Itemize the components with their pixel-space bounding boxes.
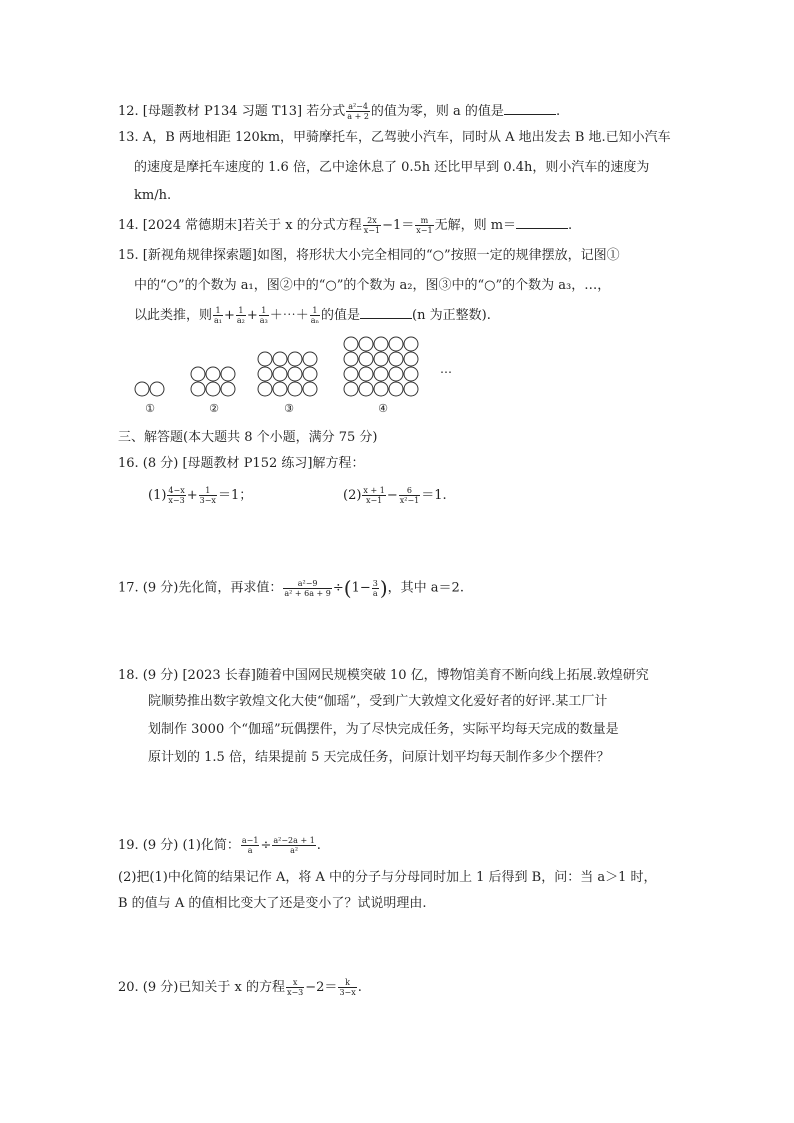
figure-4-circle bbox=[344, 352, 358, 366]
question-20: 20. (9 分)已知关于 x 的方程 $\frac{x}{x-3}$ −2＝ $\frac{k}{3-x}$ . bbox=[118, 978, 362, 997]
figure-3-circle bbox=[273, 367, 287, 381]
figure-1-circle bbox=[135, 382, 149, 396]
figure-4-circle bbox=[389, 352, 403, 366]
figure-4-circle bbox=[344, 337, 358, 351]
figure-3-circle bbox=[258, 367, 272, 381]
figure-4-circle bbox=[374, 337, 388, 351]
q18-line2: 院顺势推出数字敦煌文化大使“伽瑶”，受到广大敦煌文化爱好者的好评.某工厂计 bbox=[148, 694, 608, 709]
q12-text-post: 的值为零，则 a 的值是 bbox=[370, 104, 504, 119]
figure-3-circle bbox=[303, 367, 317, 381]
figure-4-circle bbox=[374, 382, 388, 396]
figure-1-circle bbox=[150, 382, 164, 396]
q16-part1: (1) $\frac{4-x}{x-3}$ + $\frac{1}{3-x}$ ＝1； bbox=[148, 486, 253, 505]
q13-line1: 13. A，B 两地相距 120km，甲骑摩托车，乙驾驶小汽车，同时从 A 地出发去 B 地.已知小汽车 bbox=[118, 130, 671, 145]
q12-fraction: $\frac{\text{a²−4}}{a + 2}$ bbox=[347, 102, 369, 121]
figure-2-circle bbox=[206, 382, 220, 396]
q12-text: 12. [母题教材 P134 习题 T13] 若分式 bbox=[118, 104, 346, 119]
figure-3-circle bbox=[258, 352, 272, 366]
figure-2-circle bbox=[221, 367, 235, 381]
figure-4-circle bbox=[344, 367, 358, 381]
q18-line1: 18. (9 分) [2023 长春]随着中国网民规模突破 10 亿，博物馆美育不断向线上拓展.敦煌研究 bbox=[118, 668, 649, 683]
figure-4-circle bbox=[359, 352, 373, 366]
q15-circle-pattern-figure bbox=[0, 0, 794, 420]
figure-4-circle bbox=[374, 352, 388, 366]
figure-3-circle bbox=[258, 382, 272, 396]
figure-4-circle bbox=[359, 382, 373, 396]
figure-4-circle bbox=[359, 367, 373, 381]
figure-label-4: ④ bbox=[378, 402, 388, 415]
q13-line2: 的速度是摩托车速度的 1.6 倍，乙中途休息了 0.5h 还比甲早到 0.4h，则小汽车的速度为 bbox=[134, 160, 650, 175]
figure-4-circle bbox=[404, 352, 418, 366]
q14-fraction-2: $\frac{m}{x-1}$ bbox=[416, 216, 433, 235]
q18-line4: 原计划的 1.5 倍，结果提前 5 天完成任务，问原计划平均每天制作多少个摆件？ bbox=[148, 750, 610, 765]
figure-2-circle bbox=[191, 367, 205, 381]
figure-2-circle bbox=[221, 382, 235, 396]
figure-3-circle bbox=[303, 352, 317, 366]
figure-3-circle bbox=[273, 352, 287, 366]
q15-line1: 15. [新视角规律探索题]如图，将形状大小完全相同的“○”按照一定的规律摆放，记图① bbox=[118, 248, 620, 263]
figure-3-circle bbox=[273, 382, 287, 396]
figure-label-3: ③ bbox=[284, 402, 294, 415]
figure-label-2: ② bbox=[209, 402, 219, 415]
figure-3-circle bbox=[303, 382, 317, 396]
question-14: 14. [2024 常德期末]若关于 x 的分式方程 $\frac{2x}{x-1}$ −1＝ $\frac{m}{x-1}$ 无解，则 m＝ . bbox=[118, 216, 573, 235]
figure-4-circle bbox=[389, 367, 403, 381]
q16-part2: (2) $\frac{x + 1}{x-1}$ − $\frac{6}{\text{x²−1}}$ ＝1. bbox=[343, 486, 447, 505]
q19-line3: B 的值与 A 的值相比变大了还是变小了？试说明理由. bbox=[118, 896, 427, 911]
figure-4-circle bbox=[374, 367, 388, 381]
figure-label-1: ① bbox=[145, 402, 155, 415]
figure-ellipsis: … bbox=[440, 362, 452, 376]
q14-fraction-1: $\frac{2x}{x-1}$ bbox=[363, 216, 381, 235]
q19-part1: 19. (9 分) (1)化简： $\frac{a-1}{a}$ ÷ $\frac{\text{a²−2a + 1}}{\text{a²}}$ . bbox=[118, 836, 321, 855]
q18-line3: 划制作 3000 个“伽瑶”玩偶摆件，为了尽快完成任务，实际平均每天完成的数量是 bbox=[148, 722, 619, 737]
figure-4-circle bbox=[359, 337, 373, 351]
q15-line3: 以此类推，则 $\frac{1}{\text{a₁}}$ + $\frac{1}{\text{a₂}}$ + $\frac{1}{\text{a₃}}$ ＋⋯＋ $\frac{1}{\text{aₙ}}$ 的值是 (n 为正整数). bbox=[134, 306, 491, 325]
figure-4-circle bbox=[389, 382, 403, 396]
q19-line2: (2)把(1)中化简的结果记作 A，将 A 中的分子与分母同时加上 1 后得到 B，问：当 a＞1 时， bbox=[118, 870, 657, 885]
figure-3-circle bbox=[288, 382, 302, 396]
figure-4-circle bbox=[344, 382, 358, 396]
question-17: 17. (9 分)先化简，再求值： $\frac{\text{a²−9}}{\text{a² + 6a + 9}}$ ÷(1− $\frac{3}{a}$ )，其中 a＝2. bbox=[118, 576, 464, 600]
figure-3-circle bbox=[288, 352, 302, 366]
section-3-heading: 三、解答题(本大题共 8 个小题，满分 75 分) bbox=[118, 430, 378, 445]
figure-4-circle bbox=[389, 337, 403, 351]
q13-line3: km/h. bbox=[134, 188, 172, 203]
q16-heading: 16. (8 分) [母题教材 P152 练习]解方程： bbox=[118, 456, 365, 471]
figure-2-circle bbox=[206, 367, 220, 381]
q15-line2: 中的“○”的个数为 a₁，图②中的“○”的个数为 a₂，图③中的“○”的个数为 a₃，…， bbox=[134, 278, 611, 293]
figure-2-circle bbox=[191, 382, 205, 396]
figure-3-circle bbox=[288, 367, 302, 381]
figure-4-circle bbox=[404, 382, 418, 396]
figure-4-circle bbox=[404, 367, 418, 381]
question-12: 12. [母题教材 P134 习题 T13] 若分式 $\frac{\text{a²−4}}{a + 2}$ 的值为零，则 a 的值是 . bbox=[118, 102, 561, 121]
figure-4-circle bbox=[404, 337, 418, 351]
